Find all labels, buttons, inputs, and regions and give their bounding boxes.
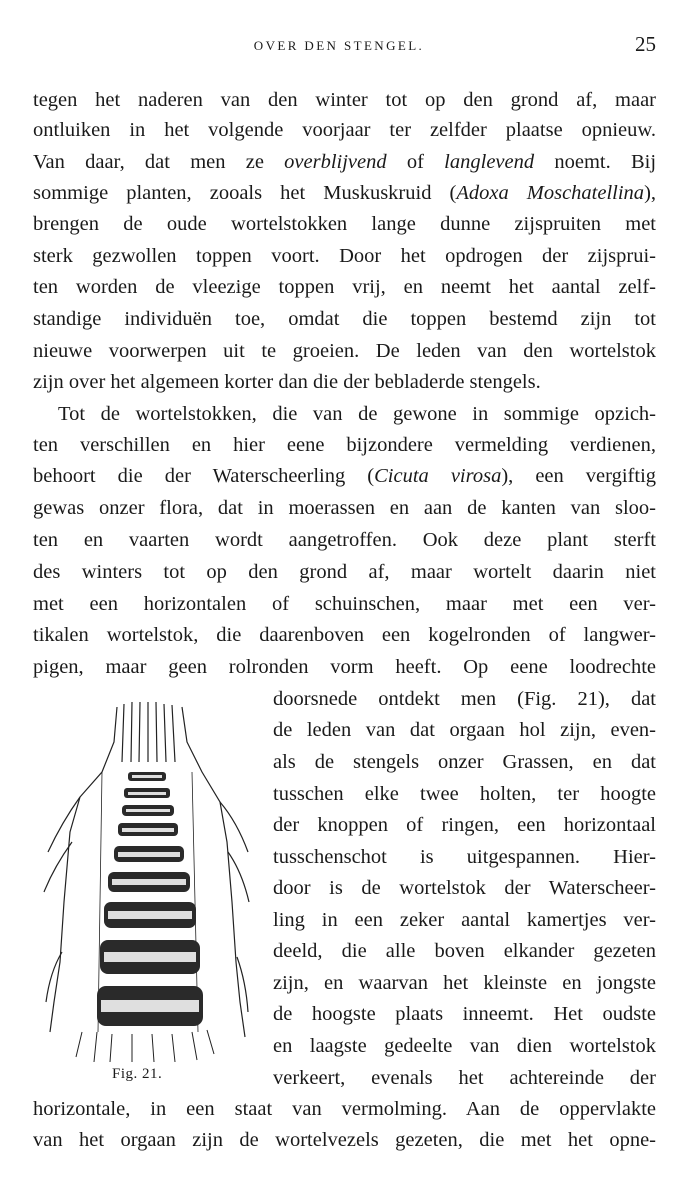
rhizome-section-illustration (42, 702, 250, 1064)
figure-caption: Fig. 21. (112, 1066, 163, 1082)
text-line: en laagste gedeelte van dien wortelstok (273, 1035, 656, 1057)
text-run: behoort die der Waterscheerling ( (33, 465, 375, 487)
text-run: of (386, 151, 445, 173)
text-line: tusschenschot is uitgespannen. Hier- (273, 846, 656, 868)
text-line: tusschen elke twee holten, ter hoogte (273, 783, 656, 805)
text-line: ten verschillen en hier eene bijzondere vermelding verdienen, (33, 434, 656, 456)
text-line: de hoogste plaats inneemt. Het oudste (273, 1003, 656, 1025)
text-line (33, 460, 656, 492)
text-line: des winters tot op den grond af, maar wortelt daarin niet (33, 561, 656, 583)
text-line: als de stengels onzer Grassen, en dat (273, 751, 656, 773)
text-line: tegen het naderen van den winter tot op den grond af, maar (33, 89, 656, 111)
text-line: der knoppen of ringen, een horizontaal (273, 814, 656, 836)
running-head (0, 32, 678, 56)
running-title: OVER DEN STENGEL. (253, 38, 425, 53)
text-line: met een horizontalen of schuinschen, maar met een ver- (33, 593, 656, 615)
text-line: gewas onzer flora, dat in moerassen en aan de kanten van sloo- (33, 497, 656, 519)
text-line: deeld, die alle boven elkander gezeten (273, 940, 656, 962)
text-line: brengen de oude wortelstokken lange dunne zijspruiten met (33, 213, 656, 235)
text-line: sterk gezwollen toppen voort. Door het opdrogen der zijsprui- (33, 245, 656, 267)
text-line: horizontale, in een staat van vermolming. Aan de oppervlakte (33, 1098, 656, 1120)
text-run: ), (644, 182, 656, 204)
text-line: tikalen wortelstok, die daarenboven een kogelronden of langwer- (33, 624, 656, 646)
text-line: ontluiken in het volgende voorjaar ter zelfder plaatse opnieuw. (33, 119, 656, 141)
text-line: ling in een zeker aantal kamertjes ver- (273, 909, 656, 931)
text-line (33, 177, 656, 209)
text-line: door is de wortelstok der Waterscheer- (273, 877, 656, 899)
text-line: standige individuën toe, omdat die toppen bestemd zijn tot (33, 308, 656, 330)
text-run: ), een vergiftig (501, 465, 656, 487)
text-line: verkeert, evenals het achtereinde der (273, 1067, 656, 1089)
italic-term: Cicuta virosa (374, 465, 502, 487)
italic-term: Adoxa Moschatellina (456, 182, 645, 204)
text-line: doorsnede ontdekt men (Fig. 21), dat (273, 688, 656, 710)
text-line: pigen, maar geen rolronden vorm heeft. Op eene loodrechte (33, 656, 656, 678)
italic-term: langlevend (444, 151, 535, 173)
text-line: ten en vaarten wordt aangetroffen. Ook deze plant sterft (33, 529, 656, 551)
text-run: Van daar, dat men ze (33, 151, 285, 173)
text-line: de leden van dat orgaan hol zijn, even- (273, 719, 656, 741)
text-line: zijn over het algemeen korter dan die der bebladerde stengels. (33, 371, 541, 393)
text-line: nieuwe voorwerpen uit te groeien. De leden van den wortelstok (33, 340, 656, 362)
text-line (33, 146, 656, 178)
text-line: van het orgaan zijn de wortelvezels gezeten, die met het opne- (33, 1129, 656, 1151)
text-run: sommige planten, zooals het Muskuskruid ( (33, 182, 457, 204)
text-line: ten worden de vleezige toppen vrij, en neemt het aantal zelf- (33, 276, 656, 298)
italic-term: overblijvend (284, 151, 387, 173)
text-line: zijn, en waarvan het kleinste en jongste (273, 972, 656, 994)
page-number: 25 (635, 32, 656, 56)
text-line: Tot de wortelstokken, die van de gewone in sommige opzich- (58, 403, 656, 425)
text-run: noemt. Bij (534, 151, 656, 173)
